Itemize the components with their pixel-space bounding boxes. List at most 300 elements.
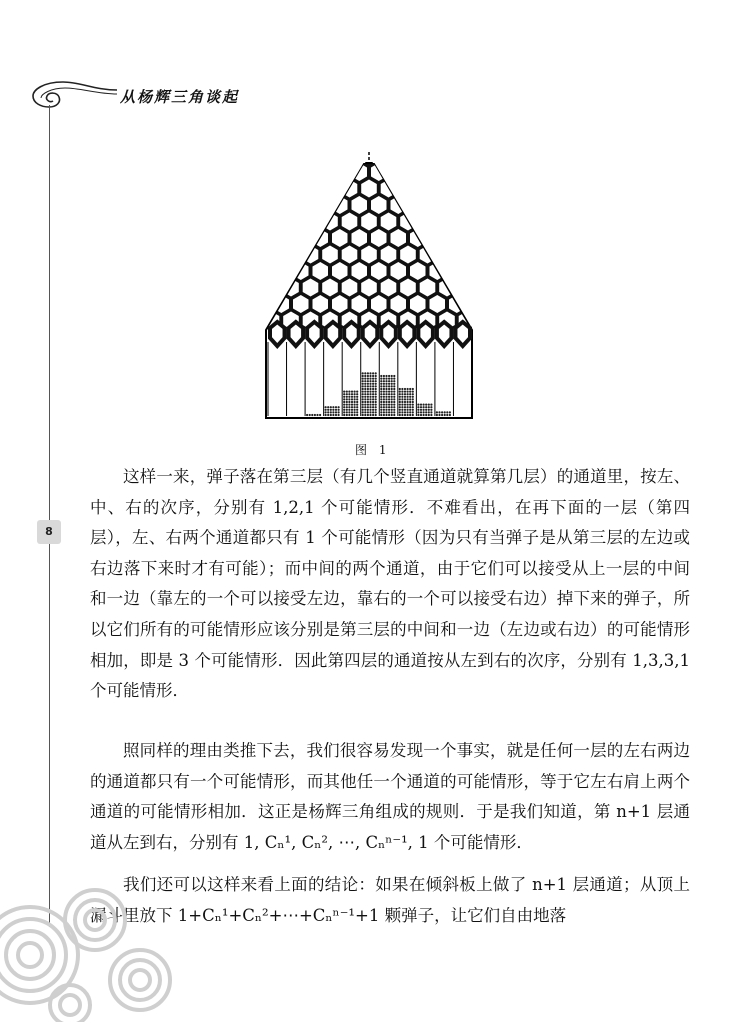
marble (367, 372, 369, 374)
marble (369, 372, 371, 374)
marble (393, 411, 395, 413)
marble (375, 396, 377, 398)
figure-caption: 图 1 (355, 443, 391, 457)
marble (362, 414, 364, 416)
marble (409, 391, 411, 393)
marble (399, 401, 401, 403)
marble (385, 380, 387, 382)
marble (404, 396, 406, 398)
hex-peg (469, 163, 481, 181)
marble (372, 396, 374, 398)
hex-peg (449, 163, 465, 181)
marble (327, 409, 329, 411)
marble (369, 391, 371, 393)
hex-peg (322, 180, 338, 198)
marble (330, 411, 332, 413)
marble (356, 393, 358, 395)
marble (391, 393, 393, 395)
marble (362, 378, 364, 380)
marble (446, 411, 448, 413)
marble (364, 398, 366, 400)
hex-peg (469, 196, 481, 214)
marble (367, 378, 369, 380)
marble (364, 385, 366, 387)
hex-peg (459, 246, 475, 264)
galton-board-figure (260, 152, 480, 427)
marble (385, 406, 387, 408)
marble (346, 401, 348, 403)
marble (391, 406, 393, 408)
marble (369, 378, 371, 380)
marble (343, 409, 345, 411)
marble (407, 414, 409, 416)
marble (385, 391, 387, 393)
marble (444, 414, 446, 416)
marble (380, 414, 382, 416)
marble (364, 406, 366, 408)
marble (348, 396, 350, 398)
marble (335, 414, 337, 416)
marble (375, 391, 377, 393)
marble (316, 414, 318, 416)
marble (351, 409, 353, 411)
marble (375, 414, 377, 416)
marble (383, 411, 385, 413)
marble (388, 380, 390, 382)
marble (369, 409, 371, 411)
marble (425, 409, 427, 411)
marble (364, 388, 366, 390)
marble (425, 411, 427, 413)
hex-peg (303, 213, 319, 231)
body-paragraph-3: 我们还可以这样来看上面的结论：如果在倾斜板上做了 n+1 层通道；从顶上漏斗里放下 1+Cₙ¹+Cₙ²+⋯+Cₙⁿ⁻¹+1 颗弹子，让它们自由地落 (90, 875, 690, 925)
marble (343, 391, 345, 393)
hex-peg (264, 246, 280, 264)
channel-top-peg (400, 322, 415, 346)
marble (338, 411, 340, 413)
marble (388, 383, 390, 385)
channel-top-peg (307, 322, 322, 346)
marble (327, 414, 329, 416)
hex-peg (260, 163, 270, 181)
hex-peg (449, 229, 465, 247)
marble (364, 404, 366, 406)
marble (383, 406, 385, 408)
marble (348, 401, 350, 403)
marble (369, 388, 371, 390)
marble (385, 385, 387, 387)
marble (375, 406, 377, 408)
marble (385, 396, 387, 398)
marble (409, 393, 411, 395)
hex-peg (264, 180, 280, 198)
marble (346, 411, 348, 413)
marble (420, 404, 422, 406)
hex-peg (459, 180, 475, 198)
marble (364, 401, 366, 403)
marble (404, 406, 406, 408)
marble (364, 380, 366, 382)
hex-peg (469, 262, 481, 280)
marble (383, 398, 385, 400)
hex-peg (439, 213, 455, 231)
marble (372, 391, 374, 393)
marble (369, 375, 371, 377)
marble (372, 406, 374, 408)
marble (346, 393, 348, 395)
marble (332, 414, 334, 416)
marble (362, 411, 364, 413)
marble (412, 409, 414, 411)
marble (369, 396, 371, 398)
marble (351, 398, 353, 400)
hex-peg (313, 163, 329, 181)
hex-peg (420, 345, 436, 363)
marble (385, 411, 387, 413)
hex-peg (410, 196, 426, 214)
marble (401, 409, 403, 411)
marble (354, 396, 356, 398)
channel-divider-tops (270, 322, 470, 346)
marble (385, 378, 387, 380)
marble (369, 401, 371, 403)
body-paragraph-2: 照同样的理由类推下去，我们很容易发现一个事实，就是任何一层的左右两边的通道都只有一个可能情形，而其他任一个通道的可能情形，等于它左右肩上两个通道的可能情形相加．这正是杨辉三角组成的规则．于是我们知道，第 n+1 层通道从左到右，分别有 1, Cₙ¹, Cₙ², ⋯, Cₙⁿ⁻¹, 1 个可能情形． (90, 741, 690, 852)
marble (407, 398, 409, 400)
marble (372, 375, 374, 377)
marble (356, 414, 358, 416)
hex-peg (293, 196, 309, 214)
marble (367, 385, 369, 387)
hex-peg (478, 345, 480, 363)
marble (346, 406, 348, 408)
marble (399, 411, 401, 413)
marble (404, 414, 406, 416)
marble (391, 388, 393, 390)
hex-peg (459, 279, 475, 297)
marble (354, 414, 356, 416)
marble (325, 411, 327, 413)
hex-peg (469, 229, 481, 247)
marble (367, 409, 369, 411)
marble (367, 391, 369, 393)
marble (420, 411, 422, 413)
marble (364, 409, 366, 411)
marble (420, 409, 422, 411)
marble (441, 414, 443, 416)
marble (364, 393, 366, 395)
hex-peg (283, 246, 299, 264)
marble (417, 404, 419, 406)
marble (417, 411, 419, 413)
hex-peg (420, 213, 436, 231)
marble (407, 411, 409, 413)
marble (372, 401, 374, 403)
marble (356, 406, 358, 408)
marble (367, 411, 369, 413)
marble (404, 393, 406, 395)
marble (409, 409, 411, 411)
marble (338, 406, 340, 408)
hex-peg (430, 229, 446, 247)
marble (343, 401, 345, 403)
marble (383, 383, 385, 385)
hex-peg (274, 196, 290, 214)
marble (364, 391, 366, 393)
marble (380, 388, 382, 390)
channel-top-peg (455, 322, 470, 346)
marble (391, 404, 393, 406)
marble (383, 396, 385, 398)
marble (393, 385, 395, 387)
marble (401, 406, 403, 408)
hex-peg (391, 163, 407, 181)
marble (364, 383, 366, 385)
marble (385, 383, 387, 385)
marble (383, 388, 385, 390)
marble (335, 409, 337, 411)
marble (391, 414, 393, 416)
marble (436, 411, 438, 413)
hex-peg (439, 246, 455, 264)
marble (420, 406, 422, 408)
marble (380, 401, 382, 403)
marble (375, 383, 377, 385)
marble (372, 378, 374, 380)
marble (393, 393, 395, 395)
marble (423, 406, 425, 408)
marble (393, 391, 395, 393)
marble (372, 372, 374, 374)
channel-top-peg (418, 322, 433, 346)
marble (388, 411, 390, 413)
marble (380, 411, 382, 413)
marble (372, 411, 374, 413)
hex-peg (293, 163, 309, 181)
header-swirl-ornament (25, 76, 120, 112)
marble (354, 404, 356, 406)
marble (380, 396, 382, 398)
marble (391, 396, 393, 398)
marble (407, 406, 409, 408)
marble (393, 409, 395, 411)
marble (391, 383, 393, 385)
marble (325, 409, 327, 411)
hex-peg (449, 196, 465, 214)
marble (412, 401, 414, 403)
marble (407, 391, 409, 393)
marble (362, 398, 364, 400)
marble (417, 406, 419, 408)
hex-peg (449, 262, 465, 280)
marble (399, 404, 401, 406)
marble (423, 409, 425, 411)
marble (356, 411, 358, 413)
marble (404, 404, 406, 406)
hex-peg (283, 180, 299, 198)
marble (383, 391, 385, 393)
marble (428, 411, 430, 413)
marble (367, 414, 369, 416)
marble (362, 380, 364, 382)
marble (383, 378, 385, 380)
marble (388, 396, 390, 398)
marble (409, 401, 411, 403)
marble (332, 406, 334, 408)
page-number: 8 (37, 520, 61, 544)
marble (369, 411, 371, 413)
hex-peg (469, 295, 481, 313)
collected-marble-piles (306, 372, 451, 416)
marble (375, 385, 377, 387)
marble (356, 404, 358, 406)
marble (391, 401, 393, 403)
hex-peg (274, 262, 290, 280)
hex-peg (322, 345, 338, 363)
marble (404, 391, 406, 393)
marble (430, 411, 432, 413)
marble (428, 404, 430, 406)
marble (351, 414, 353, 416)
marble (430, 414, 432, 416)
marble (425, 406, 427, 408)
marble (343, 411, 345, 413)
marble (438, 414, 440, 416)
marble (425, 404, 427, 406)
marble (423, 411, 425, 413)
marble (428, 414, 430, 416)
marble (385, 414, 387, 416)
marble (423, 414, 425, 416)
decorative-swirl-circles (0, 865, 180, 1022)
marble (385, 375, 387, 377)
hex-peg (264, 213, 280, 231)
hex-peg (293, 229, 309, 247)
marble (364, 375, 366, 377)
marble (409, 396, 411, 398)
marble (385, 393, 387, 395)
marble (404, 388, 406, 390)
marble (325, 406, 327, 408)
marble (380, 409, 382, 411)
marble (372, 398, 374, 400)
marble (367, 388, 369, 390)
hex-peg (303, 180, 319, 198)
marble (351, 393, 353, 395)
marble (412, 398, 414, 400)
marble (391, 375, 393, 377)
marble (393, 375, 395, 377)
hex-peg (478, 312, 480, 330)
marble (314, 414, 316, 416)
marble (399, 391, 401, 393)
marble (375, 398, 377, 400)
marble (399, 409, 401, 411)
marble (369, 406, 371, 408)
marble (330, 409, 332, 411)
marble (354, 406, 356, 408)
marble (407, 393, 409, 395)
marble (327, 411, 329, 413)
marble (401, 391, 403, 393)
marble (351, 396, 353, 398)
marble (362, 372, 364, 374)
hex-peg (283, 213, 299, 231)
marble (372, 404, 374, 406)
marble (372, 388, 374, 390)
marble (354, 398, 356, 400)
marble (401, 404, 403, 406)
marble (354, 401, 356, 403)
hex-peg (430, 163, 446, 181)
marble (380, 391, 382, 393)
marble (348, 404, 350, 406)
hex-peg (439, 345, 455, 363)
marble (412, 414, 414, 416)
marble (385, 404, 387, 406)
hex-peg (420, 180, 436, 198)
margin-rule (49, 105, 50, 927)
marble (383, 393, 385, 395)
hex-peg (459, 213, 475, 231)
marble (407, 401, 409, 403)
body-paragraph-1: 这样一来，弹子落在第三层（有几个竖直通道就算第几层）的通道里，按左、中、右的次序，分别有 1,2,1 个可能情形．不难看出，在再下面的一层（第四层），左、右两个通道都只有 1 个可能情形（因为只有当弹子是从第三层的左边或右边落下来时才有可能）；而中间的两个通道，由于它们可以接受从上一层的中间和一边（靠左的一个可以接受左边，靠右的一个可以接受右边）掉下来的弹子，所以它们所有的可能情形应该分别是第三层的中间和一边（左边或右边）的可能情形相加，即是 3 个可能情形．因此第四层的通道按从左到右的次序，分别有 1,3,3,1 个可能情形． (90, 467, 690, 701)
marble (369, 414, 371, 416)
marble (401, 411, 403, 413)
marble (343, 404, 345, 406)
marble (425, 414, 427, 416)
marble (407, 409, 409, 411)
hex-peg (274, 163, 290, 181)
marble (332, 409, 334, 411)
marble (444, 411, 446, 413)
hex-peg (274, 229, 290, 247)
marble (393, 380, 395, 382)
marble (380, 378, 382, 380)
marble (335, 406, 337, 408)
marble (438, 411, 440, 413)
marble (428, 406, 430, 408)
marble (351, 406, 353, 408)
marble (375, 401, 377, 403)
marble (380, 375, 382, 377)
marble (420, 414, 422, 416)
marble (348, 391, 350, 393)
marble (362, 385, 364, 387)
marble (338, 409, 340, 411)
marble (335, 411, 337, 413)
marble (362, 396, 364, 398)
marble (343, 393, 345, 395)
marble (391, 411, 393, 413)
marble (401, 401, 403, 403)
marble (362, 388, 364, 390)
marble (351, 404, 353, 406)
marble (332, 411, 334, 413)
marble (388, 378, 390, 380)
marble (430, 409, 432, 411)
marble (393, 378, 395, 380)
marble (383, 375, 385, 377)
marble (383, 401, 385, 403)
marble (375, 380, 377, 382)
marble (385, 401, 387, 403)
marble (399, 388, 401, 390)
marble (412, 406, 414, 408)
marble (348, 411, 350, 413)
hex-peg (478, 213, 480, 231)
marble (330, 414, 332, 416)
marble (399, 396, 401, 398)
